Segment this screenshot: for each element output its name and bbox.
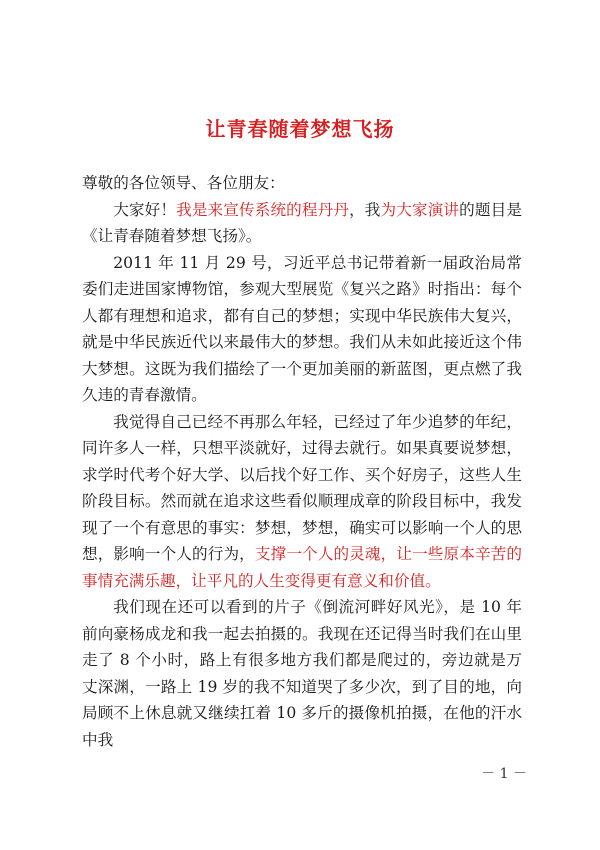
document-title: 让青春随着梦想飞扬 [205, 117, 395, 141]
document-body [82, 170, 522, 753]
speaker-intro-highlight: 我是来宣传系统的程丹丹 [176, 200, 350, 219]
reflection-highlight: 支撑一个人的灵魂，让一些原本辛苦的事情充满乐趣，让平凡的人生变得更有意义和价值。 [82, 545, 522, 590]
page-number: － 1 － [481, 766, 527, 782]
greeting-text: 大家好！ [113, 200, 177, 219]
paragraph-history: 2011 年 11 月 29 号，习近平总书记带着新一届政治局常委们走进国家博物馆，参观大型展览《复兴之路》时指出：每个人都有理想和追求，都有自己的梦想；实现中华民族伟大复兴，就是中华民族近代以来最伟大的梦想。我们从未如此接近这个伟大梦想。这既为我们描绘了一个更加美丽的新蓝图，更点燃了我久违的青春激情。 [82, 253, 522, 404]
reflection-text: 我觉得自己已经不再那么年轻，已经过了年少追梦的年纪，同许多人一样，只想平淡就好，过得去就行。如果真要说梦想，求学时代考个好大学、以后找个好工作、买个好房子，这些人生阶段目标。然而就在追求这些看似顺理成章的阶段目标中，我发现了一个有意思的事实：梦想，梦想，确实可以影响一个人的思想，影响一个人的行为， [82, 412, 522, 563]
paragraph-story: 我们现在还可以看到的片子《倒流河畔好风光》，是 10 年前向豪杨成龙和我一起去拍摄的。我现在还记得当时我们在山里走了 8 个小时，路上有很多地方我们都是爬过的，旁边就是万丈深渊，一路上 19 岁的我不知道哭了多少次，到了目的地，向局顾不上休息就又继续扛着 10 多斤的摄像机拍摄，在他的汗水中我 [82, 598, 522, 749]
greeting-connector: ，我 [349, 200, 381, 219]
speech-highlight: 为大家演讲 [380, 200, 460, 219]
topic-text: 的题目是《让青春随着梦想飞扬》。 [82, 200, 522, 245]
paragraph-reflection [82, 409, 522, 595]
paragraph-greeting [82, 197, 522, 250]
salutation: 尊敬的各位领导、各位朋友： [82, 174, 285, 192]
